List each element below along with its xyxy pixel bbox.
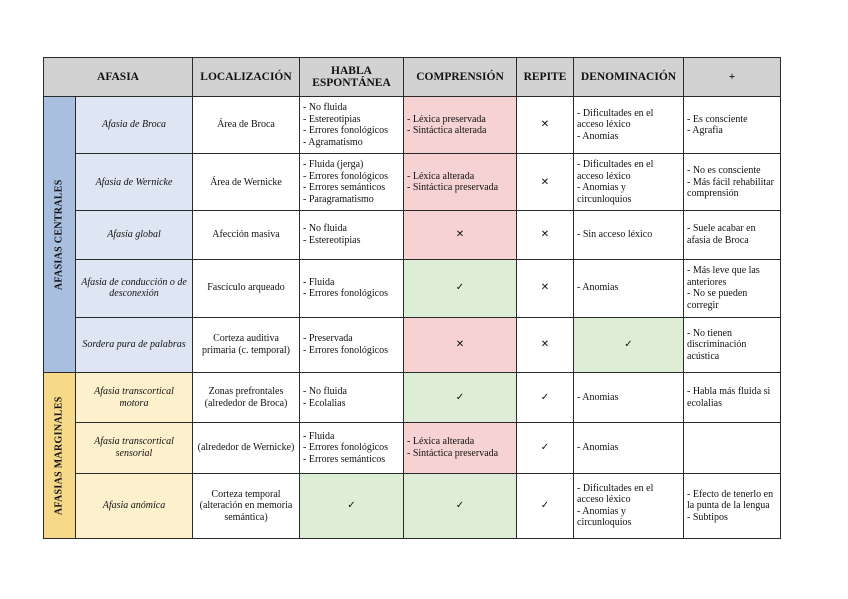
- header-habla: HABLA ESPONTÁNEA: [300, 58, 404, 97]
- cross-icon: ✕: [455, 229, 465, 241]
- speech-cell-line: - No fluida: [303, 102, 347, 114]
- naming-cell: [574, 259, 684, 317]
- speech-cell: [300, 423, 404, 473]
- extra-cell-line: - Más leve que las anteriores: [687, 265, 760, 288]
- comprehension-cell: [404, 373, 517, 423]
- extra-cell-line: - Más fácil rehabilitar comprensión: [687, 176, 774, 200]
- cross-icon: ✕: [540, 119, 550, 131]
- naming-cell-line: - Dificultades en el acceso léxico: [577, 159, 654, 182]
- location-cell: Corteza temporal (alteración en memoria semántica): [193, 473, 300, 538]
- cross-icon: ✕: [540, 282, 550, 294]
- comprehension-cell: [404, 317, 517, 372]
- header-row: [44, 58, 781, 97]
- speech-cell-line: - Estereotipias: [303, 113, 361, 125]
- naming-cell-line: - Anomias: [577, 130, 619, 142]
- group-label-wrap: [44, 97, 75, 372]
- table-row: [44, 423, 781, 473]
- location-cell: Área de Broca: [193, 97, 300, 154]
- extra-cell: [684, 97, 781, 154]
- header-denominacion: DENOMINACIÓN: [574, 58, 684, 97]
- naming-cell-line: - Dificultades en el acceso léxico: [577, 107, 654, 131]
- speech-cell: [300, 259, 404, 317]
- table-row: [44, 317, 781, 372]
- naming-cell-line: - Anomias y circunloquios: [577, 505, 632, 529]
- naming-cell-line: - Anomias y circunloquios: [577, 182, 632, 205]
- cross-icon: ✕: [540, 176, 550, 188]
- naming-cell-line: - Anomias: [577, 282, 619, 294]
- aphasia-name: Afasia transcortical sensorial: [76, 423, 193, 473]
- extra-cell: [684, 423, 781, 473]
- check-icon: ✓: [455, 500, 465, 512]
- repeats-cell: [517, 317, 574, 372]
- speech-cell-line: - Preservada: [303, 333, 353, 345]
- group-afasias-marginales: [44, 373, 76, 539]
- table-row: [44, 97, 781, 154]
- speech-cell-line: - Errores fonológicos: [303, 125, 388, 137]
- repeats-cell: [517, 211, 574, 259]
- naming-cell: [574, 473, 684, 538]
- speech-cell-line: - Errores fonológicos: [303, 442, 388, 454]
- location-cell: (alrededor de Wernicke): [193, 423, 300, 473]
- check-icon: ✓: [540, 391, 550, 403]
- speech-cell-line: - Agramatismo: [303, 136, 363, 148]
- group-label: AFASIAS CENTRALES: [53, 179, 65, 290]
- aphasia-name: Afasia transcortical motora: [76, 373, 193, 423]
- group-afasias-centrales: [44, 97, 76, 373]
- aphasia-name: Afasia global: [76, 211, 193, 259]
- speech-cell-line: - Errores fonológicos: [303, 288, 388, 300]
- naming-cell: [574, 317, 684, 372]
- table-row: [44, 154, 781, 211]
- aphasia-table: [43, 57, 781, 539]
- check-icon: ✓: [455, 391, 465, 403]
- naming-cell-line: - Sin acceso léxico: [577, 229, 653, 241]
- extra-cell-line: - No es consciente: [687, 165, 761, 177]
- repeats-cell: [517, 423, 574, 473]
- comprehension-cell-line: - Sintáctica alterada: [407, 125, 487, 137]
- speech-cell-line: - Errores semánticos: [303, 453, 386, 465]
- naming-cell: [574, 423, 684, 473]
- naming-cell-line: - Dificultades en el acceso léxico: [577, 482, 654, 506]
- speech-cell-line: - No fluida: [303, 386, 347, 398]
- extra-cell: [684, 259, 781, 317]
- header-repite: REPITE: [517, 58, 574, 97]
- aphasia-name: Afasia de Wernicke: [76, 154, 193, 211]
- extra-cell: [684, 317, 781, 372]
- speech-cell-line: - No fluida: [303, 223, 347, 235]
- header-localizacion: LOCALIZACIÓN: [193, 58, 300, 97]
- check-icon: ✓: [624, 339, 633, 351]
- repeats-cell: [517, 473, 574, 538]
- speech-cell-line: - Fluida: [303, 430, 335, 442]
- speech-cell: [300, 97, 404, 154]
- table-row: [44, 211, 781, 259]
- table-row: [44, 373, 781, 423]
- naming-cell: [574, 373, 684, 423]
- header-plus: +: [684, 58, 781, 97]
- comprehension-cell: [404, 154, 517, 211]
- cross-icon: ✕: [455, 339, 465, 351]
- table-row: [44, 259, 781, 317]
- extra-cell-line: - No tienen discriminación acústica: [687, 327, 747, 362]
- repeats-cell: [517, 373, 574, 423]
- comprehension-cell-line: - Sintáctica preservada: [407, 447, 499, 459]
- speech-cell: [300, 154, 404, 211]
- group-label-wrap: [44, 373, 75, 538]
- extra-cell-line: - Agrafia: [687, 125, 723, 137]
- speech-cell-line: - Errores fonológicos: [303, 344, 388, 356]
- header-comprension: COMPRENSIÓN: [404, 58, 517, 97]
- speech-cell-line: - Fluida: [303, 276, 335, 288]
- aphasia-name: Afasia anómica: [76, 473, 193, 538]
- repeats-cell: [517, 154, 574, 211]
- speech-cell-line: - Fluida (jerga): [303, 159, 364, 171]
- speech-cell: [300, 317, 404, 372]
- speech-cell: [300, 211, 404, 259]
- location-cell: Fascículo arqueado: [193, 259, 300, 317]
- naming-cell-line: - Anomias: [577, 442, 619, 454]
- naming-cell: [574, 97, 684, 154]
- extra-cell: [684, 211, 781, 259]
- speech-cell-line: - Ecolalias: [303, 397, 346, 409]
- extra-cell-line: - Suele acabar en afasia de Broca: [687, 223, 756, 246]
- location-cell: Afección masiva: [193, 211, 300, 259]
- naming-cell-line: - Anomias: [577, 391, 619, 403]
- speech-cell-line: - Errores fonológicos: [303, 170, 388, 182]
- comprehension-cell: [404, 97, 517, 154]
- location-cell: Zonas prefrontales (alrededor de Broca): [193, 373, 300, 423]
- comprehension-cell: [404, 473, 517, 538]
- location-cell: Área de Wernicke: [193, 154, 300, 211]
- cross-icon: ✕: [540, 339, 550, 351]
- location-cell: Corteza auditiva primaria (c. temporal): [193, 317, 300, 372]
- naming-cell: [574, 211, 684, 259]
- speech-cell-line: - Errores semánticos: [303, 182, 386, 194]
- comprehension-cell: [404, 259, 517, 317]
- extra-cell-line: - Es consciente: [687, 113, 748, 125]
- cross-icon: ✕: [540, 229, 550, 241]
- extra-cell: [684, 473, 781, 538]
- group-label: AFASIAS MARGINALES: [53, 396, 65, 515]
- extra-cell: [684, 373, 781, 423]
- repeats-cell: [517, 259, 574, 317]
- comprehension-cell-line: - Sintáctica preservada: [407, 182, 499, 194]
- check-icon: ✓: [455, 282, 465, 294]
- repeats-cell: [517, 97, 574, 154]
- speech-cell: [300, 373, 404, 423]
- check-icon: ✓: [347, 500, 356, 512]
- extra-cell: [684, 154, 781, 211]
- header-afasia: AFASIA: [44, 58, 193, 97]
- speech-cell-line: - Paragramatismo: [303, 193, 374, 205]
- speech-cell: [300, 473, 404, 538]
- table-row: [44, 473, 781, 538]
- comprehension-cell-line: - Léxica alterada: [407, 436, 475, 448]
- check-icon: ✓: [540, 500, 550, 512]
- comprehension-cell-line: - Léxica preservada: [407, 113, 486, 125]
- extra-cell-line: - Habla más fluida si ecolalias: [687, 386, 771, 409]
- extra-cell-line: - Subtipos: [687, 511, 728, 523]
- comprehension-cell: [404, 211, 517, 259]
- comprehension-cell: [404, 423, 517, 473]
- aphasia-name: Sordera pura de palabras: [76, 317, 193, 372]
- aphasia-name: Afasia de Broca: [76, 97, 193, 154]
- speech-cell-line: - Estereotipias: [303, 234, 361, 246]
- extra-cell-line: - No se pueden corregir: [687, 288, 748, 311]
- naming-cell: [574, 154, 684, 211]
- aphasia-name: Afasia de conducción o de desconexión: [76, 259, 193, 317]
- check-icon: ✓: [540, 442, 550, 454]
- comprehension-cell-line: - Léxica alterada: [407, 170, 475, 182]
- extra-cell-line: - Efecto de tenerlo en la punta de la lengua: [687, 488, 774, 512]
